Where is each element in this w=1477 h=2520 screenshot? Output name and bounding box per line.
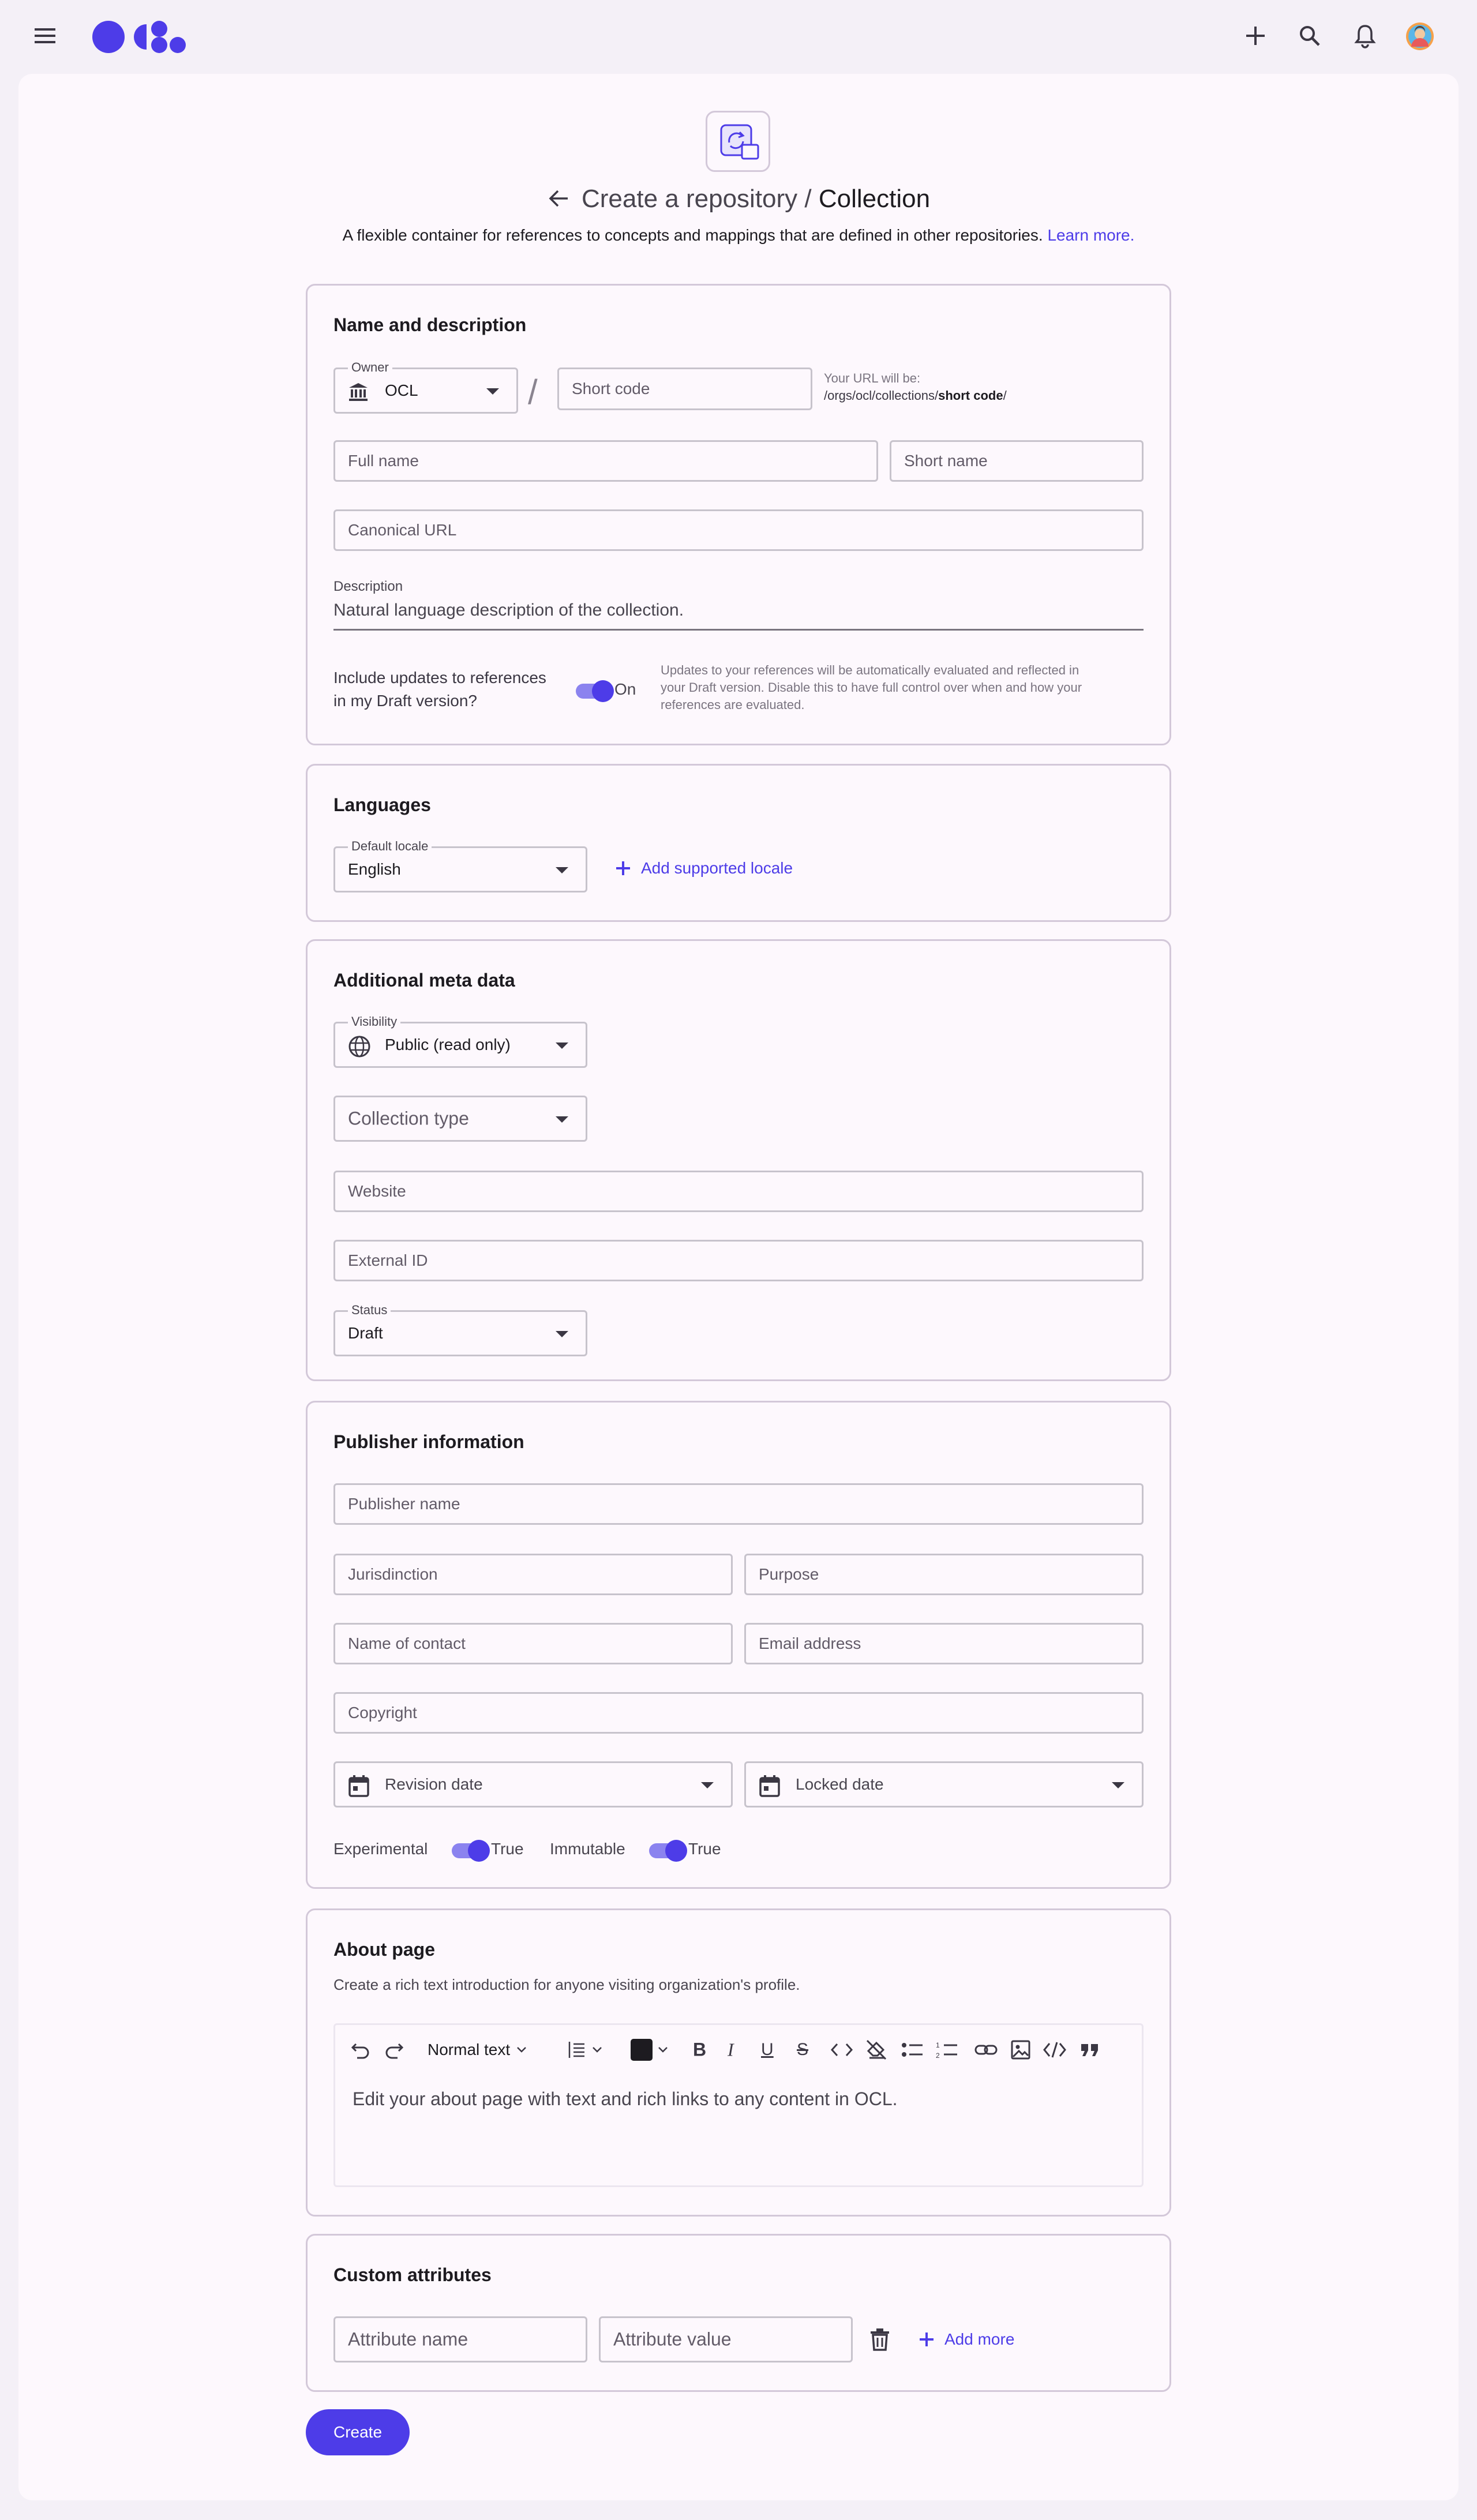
copyright-placeholder: Copyright — [348, 1704, 417, 1722]
canonical-url-placeholder: Canonical URL — [348, 521, 457, 539]
avatar[interactable] — [1405, 22, 1434, 51]
default-locale-value: English — [348, 860, 401, 878]
add-supported-locale-button[interactable] — [614, 859, 793, 877]
globe-icon — [348, 1035, 371, 1058]
image-icon[interactable] — [1010, 2039, 1031, 2060]
owner-value: OCL — [385, 381, 418, 399]
strikethrough-icon[interactable]: S — [797, 2040, 809, 2059]
purpose-input[interactable] — [744, 1554, 1144, 1595]
undo-icon[interactable] — [350, 2039, 371, 2060]
calendar-icon — [759, 1775, 781, 1798]
calendar-icon — [348, 1775, 370, 1798]
revision-date-placeholder: Revision date — [385, 1775, 483, 1793]
help-line-3: references are evaluated. — [661, 697, 805, 712]
url-hint-label: Your URL will be: — [824, 371, 921, 385]
help-line-2: your Draft version. Disable this to have full control over when and how your — [661, 680, 1082, 695]
block-type-select[interactable] — [428, 2041, 528, 2059]
bank-icon — [348, 382, 369, 402]
url-hint-end: / — [1003, 388, 1007, 403]
experimental-toggle-label: True — [491, 1840, 524, 1858]
help-line-1: Updates to your references will be automatically evaluated and reflected in — [661, 663, 1079, 677]
section-title: Additional meta data — [333, 970, 515, 991]
link-icon[interactable] — [974, 2041, 998, 2058]
owner-slash: / — [528, 373, 538, 411]
url-hint — [824, 371, 1007, 403]
default-locale-select[interactable] — [333, 839, 587, 892]
default-locale-label: Default locale — [348, 839, 432, 854]
attribute-value-input[interactable] — [599, 2316, 853, 2362]
attribute-name-placeholder: Attribute name — [348, 2328, 468, 2350]
page-title-strong: Collection — [818, 185, 931, 213]
external-id-input[interactable] — [333, 1240, 1144, 1281]
purpose-placeholder: Purpose — [759, 1565, 819, 1583]
code-block-icon[interactable] — [1043, 2040, 1067, 2060]
include-updates-toggle[interactable] — [576, 684, 612, 699]
meta-data-section — [306, 939, 1171, 1381]
email-input[interactable] — [744, 1623, 1144, 1664]
redo-icon[interactable] — [384, 2039, 404, 2060]
description-placeholder: Natural language description of the collection. — [333, 601, 684, 620]
rich-text-editor — [333, 2023, 1144, 2187]
quote-icon[interactable] — [1079, 2041, 1100, 2058]
top-bar — [0, 0, 1477, 74]
create-button[interactable] — [306, 2409, 410, 2455]
include-updates-line-1: Include updates to references — [333, 669, 546, 687]
include-updates-help — [661, 662, 1082, 714]
owner-select[interactable] — [333, 360, 518, 414]
delete-icon[interactable] — [869, 2328, 890, 2351]
add-icon — [918, 2331, 935, 2348]
include-updates-toggle-label: On — [614, 680, 636, 698]
publisher-name-placeholder: Publisher name — [348, 1495, 460, 1513]
short-name-placeholder: Short name — [904, 452, 988, 470]
publisher-section — [306, 1401, 1171, 1889]
experimental-label: Experimental — [333, 1840, 428, 1858]
page-title — [582, 185, 930, 213]
numbered-list-icon[interactable] — [935, 2040, 958, 2060]
description-label: Description — [333, 579, 403, 594]
search-icon[interactable] — [1298, 24, 1321, 47]
website-placeholder: Website — [348, 1182, 406, 1200]
short-code-placeholder: Short code — [572, 380, 650, 397]
custom-attributes-section — [306, 2234, 1171, 2392]
visibility-select[interactable] — [333, 1014, 587, 1068]
bulleted-list-icon[interactable] — [901, 2040, 924, 2060]
chevron-down-icon — [590, 2043, 604, 2057]
chevron-down-icon — [656, 2043, 670, 2057]
text-color-picker[interactable] — [631, 2039, 670, 2061]
collection-icon — [706, 111, 770, 172]
about-page-section — [306, 1908, 1171, 2217]
locked-date-picker[interactable] — [744, 1761, 1144, 1807]
ocl-logo[interactable] — [91, 20, 187, 54]
chevron-down-icon — [701, 1782, 714, 1788]
short-code-input[interactable] — [557, 367, 812, 410]
chevron-down-icon — [515, 2043, 528, 2057]
inline-code-icon[interactable] — [830, 2041, 853, 2058]
full-name-input[interactable] — [333, 440, 878, 482]
add-icon[interactable] — [1244, 24, 1267, 47]
about-subtitle: Create a rich text introduction for anyone visiting organization's profile. — [333, 1976, 800, 1993]
status-value: Draft — [348, 1324, 383, 1342]
add-icon — [614, 860, 632, 877]
notifications-icon[interactable] — [1354, 23, 1377, 48]
url-hint-path: /orgs/ocl/collections/ — [824, 388, 939, 403]
status-label: Status — [348, 1303, 391, 1318]
status-select[interactable] — [333, 1303, 587, 1356]
immutable-toggle-label: True — [688, 1840, 721, 1858]
section-title: About page — [333, 1939, 435, 1960]
line-height-icon[interactable] — [566, 2039, 604, 2060]
add-locale-label: Add supported locale — [641, 859, 793, 877]
chevron-down-icon — [556, 1042, 568, 1049]
italic-icon[interactable]: I — [728, 2039, 734, 2060]
collection-type-select[interactable] — [333, 1096, 587, 1142]
add-more-label: Add more — [944, 2330, 1015, 2348]
create-button-label: Create — [333, 2423, 383, 2441]
website-input[interactable] — [333, 1171, 1144, 1212]
underline-icon[interactable]: U — [761, 2040, 774, 2059]
page-subtitle — [0, 226, 1477, 245]
section-title: Languages — [333, 794, 431, 815]
full-name-placeholder: Full name — [348, 452, 419, 470]
subtitle-text: A flexible container for references to concepts and mappings that are defined in other repositories. — [342, 226, 1043, 244]
description-input[interactable] — [333, 598, 1144, 631]
short-name-input[interactable] — [890, 440, 1144, 482]
experimental-toggle[interactable] — [452, 1843, 488, 1858]
bold-icon[interactable]: B — [693, 2039, 707, 2060]
clear-formatting-icon[interactable] — [865, 2038, 888, 2061]
chevron-down-icon — [556, 867, 568, 873]
color-swatch — [631, 2039, 653, 2061]
external-id-placeholder: External ID — [348, 1251, 428, 1269]
canonical-url-input[interactable] — [333, 509, 1144, 551]
svg-text:1: 1 — [936, 2041, 940, 2049]
url-hint-code: short code — [938, 388, 1003, 403]
contact-name-input[interactable] — [333, 1623, 733, 1664]
page-title-prefix: Create a repository / — [582, 185, 812, 213]
include-updates-label — [333, 666, 546, 712]
revision-date-picker[interactable] — [333, 1761, 733, 1807]
menu-icon[interactable] — [33, 27, 57, 45]
immutable-toggle[interactable] — [649, 1843, 685, 1858]
chevron-down-icon — [1112, 1782, 1124, 1788]
include-updates-line-2: in my Draft version? — [333, 692, 477, 710]
contact-name-placeholder: Name of contact — [348, 1634, 466, 1652]
chevron-down-icon — [486, 388, 499, 395]
block-type-label: Normal text — [428, 2041, 511, 2058]
owner-label: Owner — [348, 360, 392, 375]
editor-toolbar — [335, 2025, 1142, 2075]
copyright-input[interactable] — [333, 1692, 1144, 1734]
publisher-name-input[interactable] — [333, 1483, 1144, 1525]
back-icon[interactable] — [547, 188, 570, 209]
svg-text:2: 2 — [936, 2052, 940, 2060]
chevron-down-icon — [556, 1116, 568, 1123]
chevron-down-icon — [556, 1331, 568, 1337]
visibility-label: Visibility — [348, 1014, 400, 1029]
section-title: Custom attributes — [333, 2264, 492, 2285]
add-more-button[interactable] — [918, 2330, 1014, 2349]
collection-type-placeholder: Collection type — [348, 1108, 469, 1129]
immutable-label: Immutable — [550, 1840, 625, 1858]
learn-more-link[interactable]: Learn more. — [1047, 226, 1135, 244]
attribute-name-input[interactable] — [333, 2316, 587, 2362]
email-placeholder: Email address — [759, 1634, 861, 1652]
section-title: Name and description — [333, 314, 527, 335]
jurisdiction-input[interactable] — [333, 1554, 733, 1595]
name-description-section — [306, 284, 1171, 745]
jurisdiction-placeholder: Jurisdinction — [348, 1565, 438, 1583]
attribute-value-placeholder: Attribute value — [613, 2328, 732, 2350]
locked-date-placeholder: Locked date — [796, 1775, 884, 1793]
section-title: Publisher information — [333, 1431, 524, 1452]
editor-placeholder[interactable]: Edit your about page with text and rich links to any content in OCL. — [353, 2088, 898, 2109]
visibility-value: Public (read only) — [385, 1036, 511, 1053]
languages-section — [306, 764, 1171, 922]
